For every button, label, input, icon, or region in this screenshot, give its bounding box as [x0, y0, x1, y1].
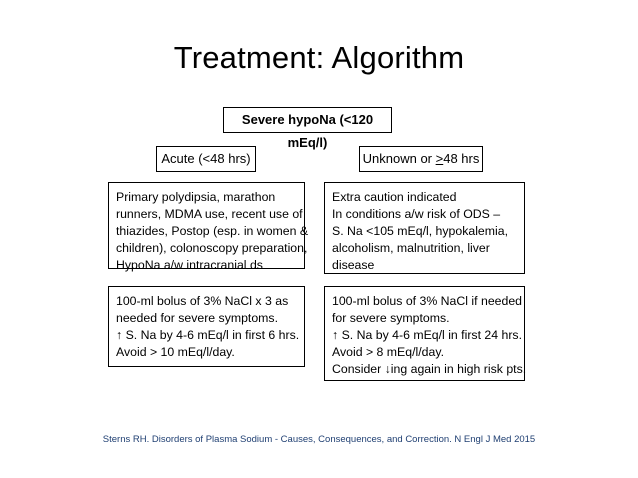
- acute-description-line: Primary polydipsia, marathon: [116, 190, 276, 204]
- acute-description-box: [108, 182, 309, 272]
- chronic-treatment-line: [332, 361, 527, 378]
- down-arrow-icon: ↓: [384, 362, 391, 376]
- chronic-treatment-text: Consider: [332, 362, 385, 376]
- acute-treatment-text: S. Na by 4-6 mEq/l in first 6 hrs.: [125, 328, 300, 342]
- chronic-description-line: alcoholism, malnutrition, liver: [332, 241, 490, 255]
- chronic-description-line: disease: [332, 258, 375, 272]
- chronic-description-box: [324, 182, 525, 274]
- chronic-treatment-box: [324, 286, 525, 381]
- acute-description-line: HypoNa a/w intracranial ds: [116, 258, 263, 272]
- chronic-treatment-text: S. Na by 4-6 mEq/l in first 24 hrs.: [341, 328, 522, 342]
- slide-title: Treatment: Algorithm: [173, 40, 465, 75]
- branch-chronic-suffix: 48 hrs: [443, 151, 480, 166]
- acute-treatment-line: 100-ml bolus of 3% NaCl x 3 as: [116, 294, 289, 308]
- chronic-treatment-line: for severe symptoms.: [332, 311, 450, 325]
- acute-treatment-line: needed for severe symptoms.: [116, 311, 278, 325]
- chronic-description-line: Extra caution indicated: [332, 190, 457, 204]
- chronic-treatment-line: [332, 327, 522, 344]
- chronic-treatment-text: ing again in high risk pts.: [390, 362, 527, 376]
- root-node-severe-hyponatremia: Severe hypoNa (<120 mEq/l): [223, 107, 392, 133]
- up-arrow-icon: ↑: [332, 328, 339, 342]
- branch-chronic-prefix: Unknown or: [362, 151, 436, 166]
- acute-treatment-box: [108, 286, 305, 367]
- acute-treatment-line: [116, 327, 300, 344]
- branch-chronic: [359, 146, 483, 172]
- chronic-treatment-line: Avoid > 8 mEq/l/day.: [332, 345, 444, 359]
- citation: Sterns RH. Disorders of Plasma Sodium - Causes, Consequences, and Correction. N Engl J Med 2015: [102, 434, 536, 445]
- acute-description-line: thiazides, Postop (esp. in women &: [116, 224, 309, 238]
- chronic-description-line: S. Na <105 mEq/l, hypokalemia,: [332, 224, 509, 238]
- branch-acute: Acute (<48 hrs): [156, 146, 256, 172]
- acute-treatment-line: Avoid > 10 mEq/l/day.: [116, 345, 235, 359]
- acute-description-line: children), colonoscopy preparation,: [116, 241, 308, 255]
- up-arrow-icon: ↑: [116, 328, 123, 342]
- chronic-description-line: In conditions a/w risk of ODS –: [332, 207, 501, 221]
- acute-description-line: runners, MDMA use, recent use of: [116, 207, 303, 221]
- greater-equal-symbol: >: [435, 151, 444, 166]
- chronic-treatment-line: 100-ml bolus of 3% NaCl if needed: [332, 294, 523, 308]
